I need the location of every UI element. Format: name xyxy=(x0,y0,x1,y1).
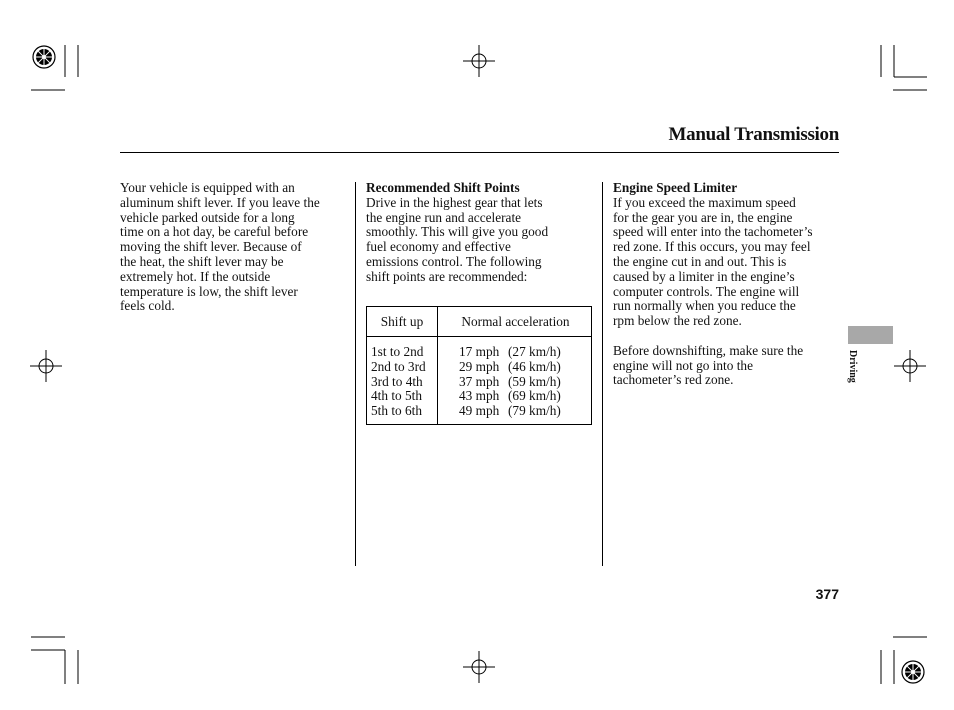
shift-points-table xyxy=(366,306,592,425)
body-line: the engine cut in and out. This is xyxy=(613,253,787,269)
body-line: vehicle parked outside for a long xyxy=(120,209,295,225)
page-title: Manual Transmission xyxy=(668,124,839,145)
column-right xyxy=(613,181,847,388)
body-line: red zone. If this occurs, you may feel xyxy=(613,239,811,255)
table-cell-shift: 5th to 6th xyxy=(371,403,422,419)
column-divider-1 xyxy=(355,182,356,566)
table-cell-kmh: (27 km/h) xyxy=(508,344,561,359)
body-line: the engine run and accelerate xyxy=(366,209,522,225)
table-cell-kmh: (59 km/h) xyxy=(508,373,561,389)
section-tab-marker xyxy=(848,326,893,344)
body-line: the heat, the shift lever may be xyxy=(120,253,284,269)
body-line: speed will enter into the tachometer’s xyxy=(613,224,813,240)
body-line: Drive in the highest gear that lets xyxy=(366,194,543,210)
title-rule xyxy=(120,152,839,153)
body-line: Your vehicle is equipped with an xyxy=(120,180,295,195)
body-line: for the gear you are in, the engine xyxy=(613,209,793,225)
section-heading-engine-speed-limiter: Engine Speed Limiter xyxy=(613,180,738,195)
body-line: Before downshifting, make sure the xyxy=(613,342,804,358)
column-middle xyxy=(366,181,598,285)
body-line: emissions control. The following xyxy=(366,253,542,269)
body-line: If you exceed the maximum speed xyxy=(613,194,796,210)
body-line: caused by a limiter in the engine’s xyxy=(613,268,795,284)
body-line: smoothly. This will give you good xyxy=(366,224,549,240)
registration-crosshair-bottom xyxy=(463,651,495,683)
table-cell-mph: 43 mph xyxy=(459,388,500,404)
body-line: rpm below the red zone. xyxy=(613,313,742,329)
table-cell-mph: 49 mph xyxy=(459,403,500,419)
registration-target-top-left xyxy=(33,46,55,68)
paragraph-gap xyxy=(613,329,847,344)
body-line: fuel economy and effective xyxy=(366,239,511,255)
registration-target-bottom-right xyxy=(902,661,924,683)
table-column-shift xyxy=(371,345,433,419)
body-line: aluminum shift lever. If you leave the xyxy=(120,194,320,210)
registration-crosshair-right xyxy=(894,350,926,382)
page-number: 377 xyxy=(815,586,839,602)
table-cell-shift: 3rd to 4th xyxy=(371,373,423,389)
body-line: engine will not go into the xyxy=(613,357,753,373)
body-line: computer controls. The engine will xyxy=(613,283,800,299)
table-header-divider xyxy=(367,336,591,337)
body-line: time on a hot day, be careful before xyxy=(120,224,309,240)
body-line: feels cold. xyxy=(120,298,175,314)
table-cell-mph: 29 mph xyxy=(459,358,500,374)
table-cell-shift: 2nd to 3rd xyxy=(371,358,426,374)
body-line: shift points are recommended: xyxy=(366,268,528,284)
body-line: extremely hot. If the outside xyxy=(120,268,271,284)
table-cell-kmh: (69 km/h) xyxy=(508,388,561,404)
table-column-mph xyxy=(459,345,505,419)
registration-crosshair-top xyxy=(463,45,495,77)
table-cell-kmh: (46 km/h) xyxy=(508,358,561,374)
body-line: tachometer’s red zone. xyxy=(613,372,734,388)
table-cell-shift: 4th to 5th xyxy=(371,388,422,404)
section-tab-label xyxy=(846,350,860,400)
column-left xyxy=(120,181,352,314)
table-header-shift-up: Shift up xyxy=(380,314,424,329)
section-heading-shift-points: Recommended Shift Points xyxy=(366,180,520,195)
table-cell-mph: 37 mph xyxy=(459,373,500,389)
table-cell-shift: 1st to 2nd xyxy=(371,344,424,359)
registration-crosshair-left xyxy=(30,350,62,382)
table-cell-mph: 17 mph xyxy=(459,344,500,359)
table-header-normal-acceleration: Normal acceleration xyxy=(461,314,570,329)
body-line: run normally when you reduce the xyxy=(613,298,796,314)
table-column-kmh xyxy=(508,345,578,419)
column-divider-2 xyxy=(602,182,603,566)
body-line: moving the shift lever. Because of xyxy=(120,239,302,255)
table-cell-kmh: (79 km/h) xyxy=(508,403,561,419)
body-line: temperature is low, the shift lever xyxy=(120,283,298,299)
section-tab-text: Driving xyxy=(847,350,858,383)
